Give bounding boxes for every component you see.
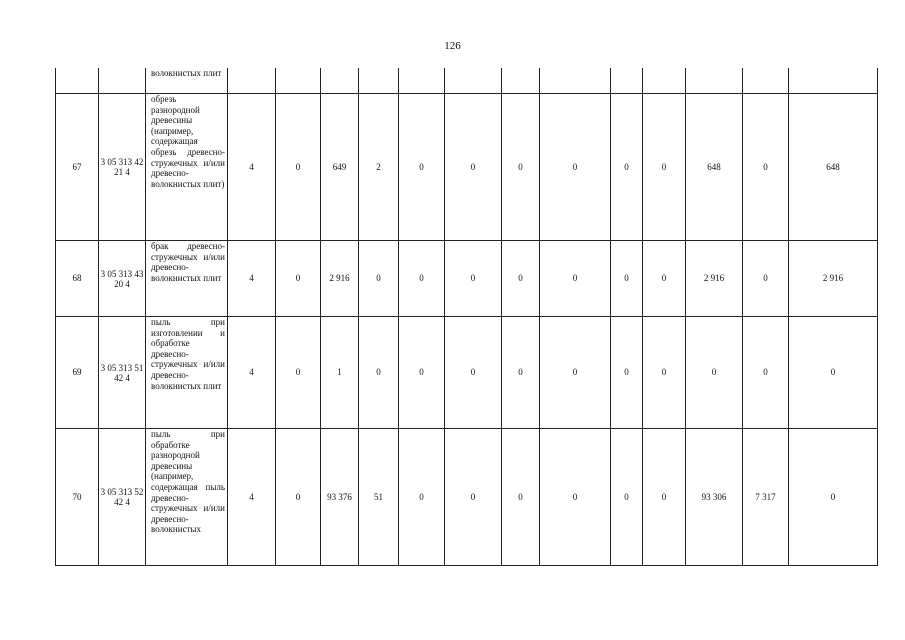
cell-value: 0 (611, 241, 643, 317)
cell-value (686, 68, 743, 94)
cell-value (789, 68, 878, 94)
cell-value (445, 68, 502, 94)
cell-value: 0 (789, 429, 878, 566)
cell-value (611, 68, 643, 94)
cell-value: 51 (359, 429, 399, 566)
cell-value: 0 (502, 317, 540, 429)
cell-value (643, 68, 686, 94)
cell-value: 0 (445, 94, 502, 241)
cell-value: 0 (445, 429, 502, 566)
cell-value: 0 (445, 317, 502, 429)
cell-value: 1 (321, 317, 359, 429)
cell-name: пыль при изготовлении и обработке древесно-стружечных и/или древесно-волокнистых плит (146, 317, 228, 429)
cell-value: 0 (743, 241, 789, 317)
cell-value (399, 68, 445, 94)
cell-name: брак древесно-стружечных и/или древесно-волокнистых плит (146, 241, 228, 317)
cell-value: 0 (643, 94, 686, 241)
cell-value: 0 (540, 241, 611, 317)
cell-number (56, 68, 99, 94)
cell-value: 93 306 (686, 429, 743, 566)
page-number: 126 (444, 40, 461, 52)
cell-value: 649 (321, 94, 359, 241)
cell-value: 0 (540, 429, 611, 566)
table-row-continuation (56, 68, 878, 94)
table-row (56, 94, 878, 241)
cell-code: 3 05 313 51 42 4 (99, 317, 146, 429)
cell-number: 70 (56, 429, 99, 566)
cell-name: волокнистых плит (146, 68, 228, 94)
cell-value: 93 376 (321, 429, 359, 566)
cell-value: 2 916 (321, 241, 359, 317)
cell-value: 0 (399, 94, 445, 241)
cell-value: 0 (399, 429, 445, 566)
cell-value (321, 68, 359, 94)
table-row (56, 241, 878, 317)
cell-value: 0 (540, 317, 611, 429)
cell-value: 0 (502, 429, 540, 566)
cell-value (359, 68, 399, 94)
cell-value: 4 (228, 241, 276, 317)
cell-value: 0 (643, 429, 686, 566)
cell-value: 2 916 (789, 241, 878, 317)
cell-number: 68 (56, 241, 99, 317)
cell-value: 0 (743, 94, 789, 241)
cell-value: 0 (643, 317, 686, 429)
cell-value: 7 317 (743, 429, 789, 566)
cell-value: 0 (540, 94, 611, 241)
cell-code (99, 68, 146, 94)
cell-value: 4 (228, 317, 276, 429)
cell-value: 0 (611, 429, 643, 566)
cell-value: 0 (502, 241, 540, 317)
cell-value: 0 (359, 241, 399, 317)
cell-value: 0 (276, 429, 321, 566)
cell-value: 0 (359, 317, 399, 429)
cell-value: 0 (399, 317, 445, 429)
cell-value: 0 (399, 241, 445, 317)
cell-value: 648 (686, 94, 743, 241)
cell-value (276, 68, 321, 94)
cell-value: 648 (789, 94, 878, 241)
cell-value: 0 (611, 94, 643, 241)
cell-value: 0 (445, 241, 502, 317)
table-row (56, 429, 878, 566)
cell-value: 0 (611, 317, 643, 429)
cell-value (502, 68, 540, 94)
cell-code: 3 05 313 52 42 4 (99, 429, 146, 566)
cell-value: 0 (502, 94, 540, 241)
cell-value: 0 (276, 241, 321, 317)
cell-value: 0 (643, 241, 686, 317)
cell-name: обрезь разнородной древесины (например, содержащая обрезь древесно-стружечных и/или древесно-волокнистых плит) (146, 94, 228, 241)
cell-value: 4 (228, 94, 276, 241)
cell-value: 0 (276, 94, 321, 241)
cell-value: 2 916 (686, 241, 743, 317)
cell-value: 4 (228, 429, 276, 566)
cell-code: 3 05 313 42 21 4 (99, 94, 146, 241)
cell-name: пыль при обработке разнородной древесины (например, содержащая пыль древесно-стружечных и/или древесно-волокнистых (146, 429, 228, 566)
table-row (56, 317, 878, 429)
cell-number: 67 (56, 94, 99, 241)
cell-value: 0 (276, 317, 321, 429)
cell-value (743, 68, 789, 94)
cell-number: 69 (56, 317, 99, 429)
cell-value (540, 68, 611, 94)
cell-code: 3 05 313 43 20 4 (99, 241, 146, 317)
cell-value: 2 (359, 94, 399, 241)
cell-value: 0 (743, 317, 789, 429)
waste-table (55, 68, 878, 566)
cell-value: 0 (686, 317, 743, 429)
cell-value (228, 68, 276, 94)
cell-value: 0 (789, 317, 878, 429)
